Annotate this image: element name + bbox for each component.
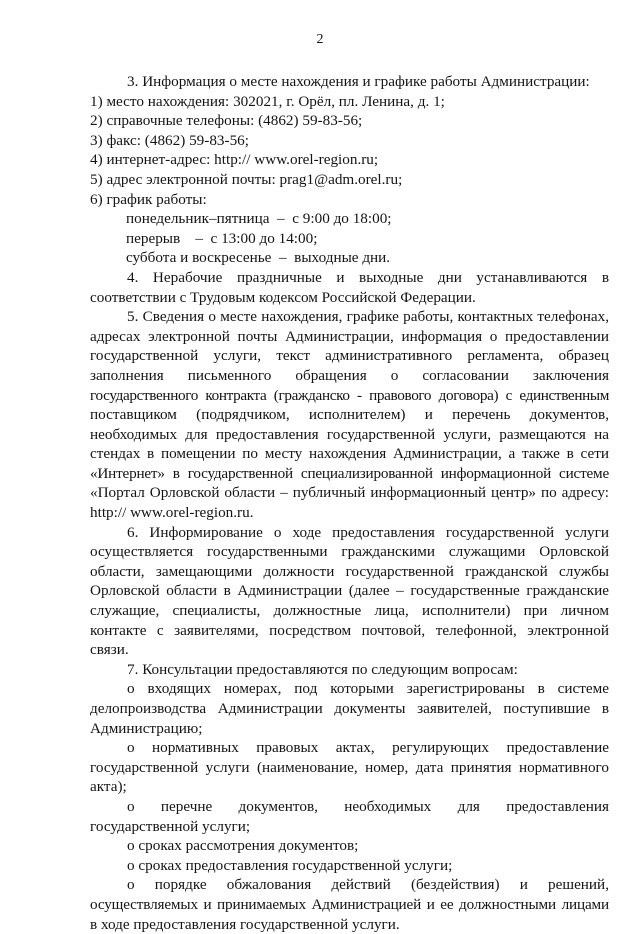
section3-item: 3) факс: (4862) 59-83-56;	[90, 131, 249, 149]
paragraph-7-heading: 7. Консультации предоставляются по следующим вопросам:	[127, 660, 518, 678]
schedule-line: понедельник–пятница – с 9:00 до 18:00;	[126, 210, 392, 228]
section3-item: 5) адрес электронной почты: prag1@adm.orel.ru;	[90, 170, 403, 188]
paragraph-6-line: служащие, специалисты, должностные лица, исполнители) при личном	[90, 602, 609, 620]
paragraph-6-line: контакте с заявителями, посредством почтовой, телефонной, электронной	[90, 621, 609, 639]
document-body	[90, 72, 609, 934]
bullet-line: о порядке обжалования действий (бездействия) и решений,	[127, 876, 609, 894]
bullet-line: акта);	[90, 778, 127, 796]
bullet-line: осуществляемых и принимаемых Администрацией и ее должностными лицами	[90, 895, 609, 913]
paragraph-5-line: «Интернет» в государственной специализированной информационной системе	[90, 464, 609, 482]
paragraph-5-line: стендах в помещении по месту нахождения Администрации, а также в сети	[90, 445, 609, 463]
bullet-line: о сроках рассмотрения документов;	[127, 837, 359, 855]
paragraph-5-line: http:// www.orel-region.ru.	[90, 504, 254, 522]
paragraph-4-line: 4. Нерабочие праздничные и выходные дни устанавливаются в	[127, 268, 609, 286]
bullet-line: Администрацию;	[90, 719, 203, 737]
paragraph-6-line: 6. Информирование о ходе предоставления государственной услуги	[127, 523, 609, 541]
paragraph-5-line: государственного контракта (гражданско - правового договора) с единственным	[90, 386, 609, 404]
section3-item: 6) график работы:	[90, 190, 207, 208]
bullet-line: государственной услуги;	[90, 817, 251, 835]
paragraph-5-line: «Портал Орловской области – публичный информационный центр» по адресу:	[90, 484, 609, 502]
section3-item: 2) справочные телефоны: (4862) 59-83-56;	[90, 112, 363, 130]
paragraph-5-line: государственной услуги, текст административного регламента, образец	[90, 347, 609, 365]
paragraph-5-line: необходимых для предоставления государственной услуги, размещаются на	[90, 425, 609, 443]
section3-item: 1) место нахождения: 302021, г. Орёл, пл. Ленина, д. 1;	[90, 92, 445, 110]
page-number: 2	[316, 32, 324, 47]
paragraph-5-line: адресах электронной почты Администрации, информация о предоставлении	[90, 327, 609, 345]
bullet-line: о перечне документов, необходимых для предоставления	[127, 797, 609, 815]
section3-item: 4) интернет-адрес: http:// www.orel-region.ru;	[90, 151, 379, 169]
schedule-line: суббота и воскресенье – выходные дни.	[126, 249, 391, 267]
bullet-line: государственной услуги (наименование, номер, дата принятия нормативного	[90, 758, 609, 776]
paragraph-5-line: 5. Сведения о месте нахождения, графике работы, контактных телефонах,	[127, 308, 609, 326]
paragraph-6-line: области, замещающими должности государственной гражданской службы	[90, 562, 609, 580]
bullet-line: о нормативных правовых актах, регулирующих предоставление	[127, 739, 609, 757]
bullet-line: делопроизводства Администрации документы заявителей, поступившие в	[90, 700, 609, 717]
paragraph-5-line: поставщиком (подрядчиком, исполнителем) и перечень документов,	[90, 406, 609, 424]
schedule-line: перерыв – с 13:00 до 14:00;	[126, 229, 318, 247]
paragraph-6-line: осуществляется государственными гражданскими служащими Орловской	[90, 543, 609, 561]
paragraph-5-line: заполнения письменного обращения о согласовании заключения	[90, 366, 609, 384]
bullet-line: о сроках предоставления государственной услуги;	[127, 856, 453, 874]
paragraph-4-line: соответствии с Трудовым кодексом Российской Федерации.	[90, 288, 476, 306]
paragraph-6-line: Орловской области в Администрации (далее – государственные гражданские	[90, 582, 609, 600]
bullet-line: в ходе предоставления государственной услуги.	[90, 915, 400, 933]
section3-heading: 3. Информация о месте нахождения и графике работы Администрации:	[127, 73, 590, 90]
bullet-line: о входящих номерах, под которыми зарегистрированы в системе	[127, 680, 609, 698]
paragraph-6-line: связи.	[90, 641, 129, 659]
